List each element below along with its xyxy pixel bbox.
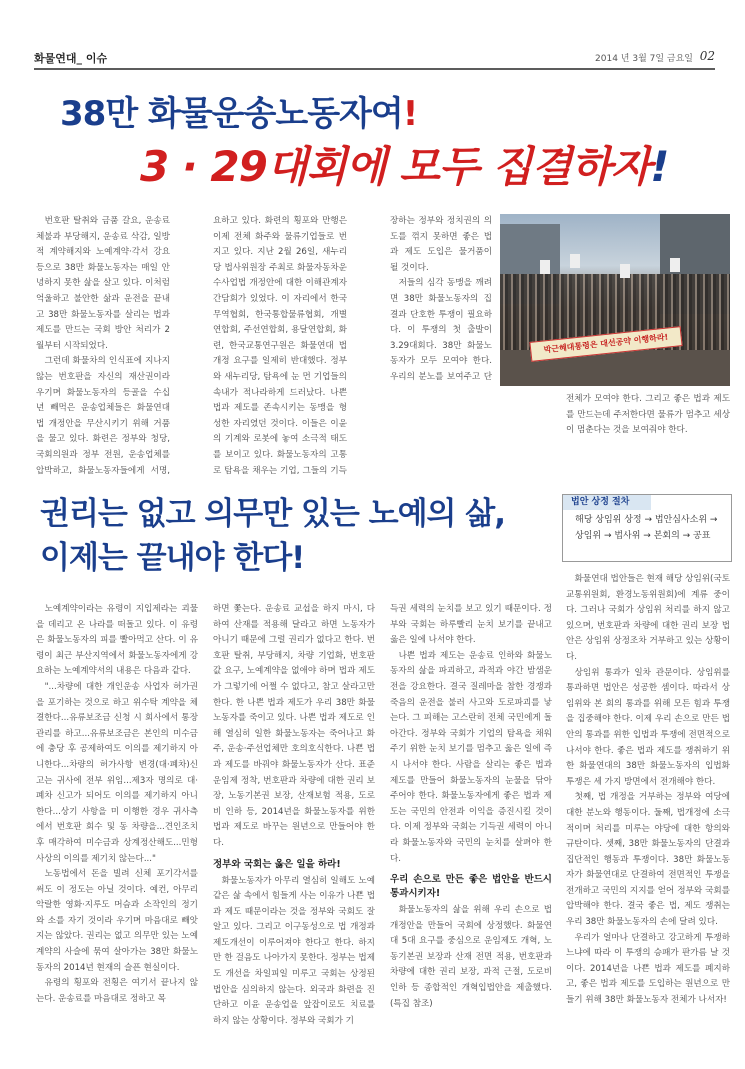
paragraph: 우리가 얼마나 단결하고 강고하게 투쟁하느냐에 따라 이 투쟁의 승패가 판가름 날 것이다. 2014년을 나쁜 법과 제도를 폐지하고, 좋은 법과 제도를 도입하는 원년으로 만들기 위해 38만 화물노동자 전체가 나서자! (566, 932, 730, 1006)
headline-article2-line2: 이제는 끝내야 한다! (40, 540, 305, 576)
headline-primary: 38만 화물운송노동자여! (60, 94, 418, 134)
article2-col1 (36, 602, 198, 1054)
subheading: 우리 손으로 만든 좋은 법안을 반드시 통과시키자! (390, 874, 552, 900)
paragraph: 전체가 모여야 한다. 그리고 좋은 법과 제도를 만드는데 주저한다면 물류가 멈추고 세상이 멈춘다는 것을 보여줘야 한다. (566, 394, 730, 436)
paragraph: 그런데 화물차의 인식표에 지나지 않는 번호판을 자신의 재산권이라 우기며 화물노동자의 등골을 수십 년 빼먹은 운송업체들은 화물연대 법 개정안을 무산시키기 위해 거품을 물고 있다. 화련은 정부와 청당, 국회의원과 정부 전원, 운송업체를 압박하고, 화물노동자들에게 서명, (36, 356, 170, 476)
page-header (34, 48, 715, 70)
paragraph: 장하는 정부와 정치권의 의도를 꺾지 못하면 좋은 법과 제도 도입은 물거품이 될 것이다. (390, 216, 492, 273)
paragraph: 나쁜 법과 제도는 운송료 인하와 화물노동자의 삶을 파괴하고, 과적과 야간 밤샘운전을 강요한다. 결국 질레마을 참한 경쟁과 죽음의 운전을 불러 사고와 도로파괴를 낳는다. 그 피해는 고스란히 전체 국민에게 돌아간다. 정부와 국회가 기업의 탐욕을 채워주기 위한 눈치 보기를 멈추고 옳은 일에 즉시 나서야 한다. 사람을 살리는 좋은 법과 제도를 만들어 화물노동자의 눈물을 닦아 주어야 한다. 화물노동자에게 좋은 법과 제도는 국민의 안전과 이익을 증진시킬 것이다. 이제 정부와 국회는 기득권 세력이 아니라 화물노동자와 국민의 눈치를 살펴야 한다. (390, 650, 552, 864)
article1-col4 (566, 392, 730, 476)
paragraph: 하면 쫓는다. 운송료 교섭을 하지 마시, 다하여 산재를 적용해 달라고 하면 노동자가 아니기 때문에 그럴 권리가 없다고 한다. 번호판 탈취, 부당해지, 차량 기업화, 번호판 값 요구, 노예계약을 없애야 하며 법과 제도가 그렇기에 어쩔 수 없다고, 참고 살라고만 한다. 한 나쁜 법과 제도가 우리 38만 화물노동자를 죽이고 있다. 나쁜 법과 제도로 인해 열심히 일한 화물노동자는 죽어나고 화주, 운송·주선업체만 호의호식한다. 나쁜 법과 제도를 바꿔야 화물노동자가 산다. 표준운임제 정착, 번호판과 차량에 대한 권리 보장, 노동기본권 보장, 산재보험 적용, 도로비 인하 등, 2014년을 화물노동자를 위한 법과 제도로 바꾸는 원년으로 만들어야 한다. (213, 604, 375, 848)
box-title: 법안 상정 절차 (563, 495, 651, 510)
issue-date: 2014 년 3월 7일 금요일 (595, 54, 693, 64)
subheading: 정부와 국회는 옳은 일을 하라! (213, 858, 341, 870)
paragraph: 노동법에서 돈을 빌려 신체 포기각서를 써도 이 정도는 아닐 것이다. 예컨, 아무리 악랄한 영화·지루도 머슴과 소작인의 정기와 소를 자기 것이라 우기며 마음대로 빼앗지는 않았다. 권리는 없고 의무만 있는 노예계약의 사슬에 묶여 살아가는 38만 화물노동자의 2014년 현재의 슬픈 현실이다. (36, 869, 198, 973)
paragraph: 화물노동자의 삶을 위해 우리 손으로 법 개정안을 만들어 국회에 상정했다. 화물연대 5대 요구를 중심으로 운임제도 개혁, 노동기본권 보장과 산재 전면 적용, 번호판과 차량에 대한 권리 보장, 과적 근절, 도로비 인하 등 종합적인 개혁입법안을 제출했다.(특집 참조) (390, 905, 552, 1009)
paragraph: 유령의 횡포와 전횡은 여기서 끝나지 않는다. 운송료를 마음대로 정하고 목 (36, 978, 198, 1004)
article2-col2 (213, 602, 375, 1054)
paragraph: "...차량에 대한 개인운송 사업자 허가권을 포기하는 것으로 하고 위수탁 계약을 체결한다...유류보조금 신청 시 회사에서 통장관리를 하고...유류보조금은 본인의 미수금에 충당 후 공제하여도 이의를 제기하지 아니한다...차량의 허가사항 변경(대·폐차)신고는 귀사에 전부 위임...제3자 명의로 대·폐차 신고가 되어도 이의를 제기하지 아니한다...상기 사항을 미 이행한 경우 귀사측에서 번호판 회수 및 동 차량을...견인조치 후 매각하여 미수금과 상계정산해도...민형사상의 이의를 제기치 않는다..." (36, 681, 198, 864)
page-number: 02 (699, 49, 715, 63)
section-label: 화물연대_ 이슈 (34, 52, 108, 65)
headline-article2 (40, 492, 560, 580)
paragraph: 번호판 탈취와 금품 갈요, 운송료 체불과 부당해지, 운송료 삭감, 일방적 계약해지와 노예계약·각서 강요 등으로 38만 화물노동자는 매일 안녕하지 못한 삶을 살고 있다. 이처럼 억울하고 불안한 삶과 운전을 끝내고 38만 화물노동자를 살리는 법과 제도를 만드는 국회 방안 처리가 2월부터 시작되었다. (36, 216, 170, 351)
box-text: 해당 상임위 상정 → 법안심사소위 → 상임위 → 법사위 → 본회의 → 공표 (575, 515, 718, 541)
article2-col3 (390, 602, 552, 1054)
article1-col3-wide (390, 386, 560, 478)
paragraph: 상임위 통과가 일차 관문이다. 상임위를 통과하면 법안은 성공한 셈이다. 따라서 상임위와 본 회의 통과를 위해 모든 힘과 투쟁을 집중해야 한다. 이제 우리 손으로 만든 법안의 통과를 위한 입법과 투쟁에 전면적으로 나서야 한다. 좋은 법과 제도를 쟁취하기 위한 화물연대의 38만 화물노동자의 입법화 투쟁은 세 가지 방면에서 전개해야 한다. (566, 667, 730, 787)
article1-col2 (213, 214, 347, 476)
paragraph: 득권 세력의 눈치를 보고 있기 때문이다. 정부와 국회는 하루빨리 눈치 보기를 끝내고 옳은 일에 나서야 한다. (390, 604, 552, 646)
paragraph: 첫째, 법 개정을 거부하는 정부와 여당에 대한 분노와 행동이다. 둘째, 법개정에 소극적이며 처리를 미루는 야당에 대한 항의와 규탄이다. 셋째, 38만 화물노동자의 단결과 집단적인 행동과 투쟁이다. 38만 화물노동자가 화물연대로 단결하여 전면적인 투쟁을 전개하고 국민의 지지를 얻어 정부와 국회를 압박해야 한다. 결국 좋은 법, 제도 쟁취는 우리 38만 화물노동자의 손에 달려 있다. (566, 792, 730, 928)
paragraph: 화물연대 법안들은 현재 해당 상임위(국토교통위원회, 환경노동위원회)에 계류 중이다. 그러나 국회가 상임위 처리를 하지 않고 있으며, 번호판과 차량에 대한 권리 보장 법안은 상임위 상정조차 거부하고 있는 상황이다. (566, 574, 730, 662)
article1-col3 (390, 214, 492, 386)
paragraph: 화물노동자가 아무리 열심히 일해도 노예 같은 삶 속에서 힘들게 사는 이유가 나쁜 법과 제도 때문이라는 것을 정부와 국회도 잘 알고 있다. 그리고 이구동성으로 법 개정과 제도개선이 이루어져야 한다고 한다. 하지만 한 걸음도 나아가지 못한다. 정부는 법제도 개선을 차일피일 미루고 국회는 상정된 법안을 심의하지 않는다. 외국과 화련을 진단하고 이윤 운송업을 앞잡이로도 치료를 하지 않는 상황이다. 정부와 국회가 기 (213, 875, 375, 1026)
march-photo (500, 214, 730, 386)
headline-article2-line1: 권리는 없고 의무만 있는 노예의 삶, (40, 496, 505, 532)
paragraph: 저들의 심각 동맹을 깨려면 38만 화물노동자의 집결과 단호한 투쟁이 필요하다. 이 투쟁의 첫 출발이 3.29대회다. 38만 화물노동자가 모두 모여야 한다. 우리의 분노를 보여주고 단 (390, 278, 492, 382)
paragraph: 노예계약이라는 유령이 지입제라는 괴물을 데리고 온 나라를 떠돌고 있다. 이 유령은 화물노동자의 피를 빨아먹고 산다. 이 유령이 최근 부산지역에서 화물노동자에게 강요하는 노예계약서의 내용은 다음과 같다. (36, 604, 198, 677)
article2-col4 (566, 572, 730, 1054)
paragraph: 요하고 있다. 화련의 횡포와 만행은 이제 전체 화주와 물류기업들로 번지고 있다. 지난 2월 26일, 새누리당 법사위원장 주최로 화물자동차운수사업법 개정안에 대한 이해관계자 간담회가 있었다. 이 자리에서 한국무역협회, 한국통합물류협회, 개별연합회, 주선연합회, 용달연합회, 화련, 한국교통연구원은 화물연대 법 개정 요구를 일제히 반대했다. 정부와 새누리당, 탐욕에 눈 먼 기업들의 속내가 적나라하게 드러났다. 나쁜 법과 제도를 존속시키는 동맹을 형성한 자리였던 것이다. 이들은 이윤의 기계와 로봇에 놓여 소극적 태도를 보이고 있다. 화물노동자의 고통로 탐욕을 채우는 기업, 그들의 기득 (213, 216, 347, 476)
article1-col1 (36, 214, 170, 476)
headline-secondary: 3 · 29대회에 모두 집결하자! (140, 142, 669, 191)
photo-banner: 박근혜대통령은 대선공약 이행하라! (529, 326, 682, 362)
legislation-procedure-box (562, 494, 732, 562)
